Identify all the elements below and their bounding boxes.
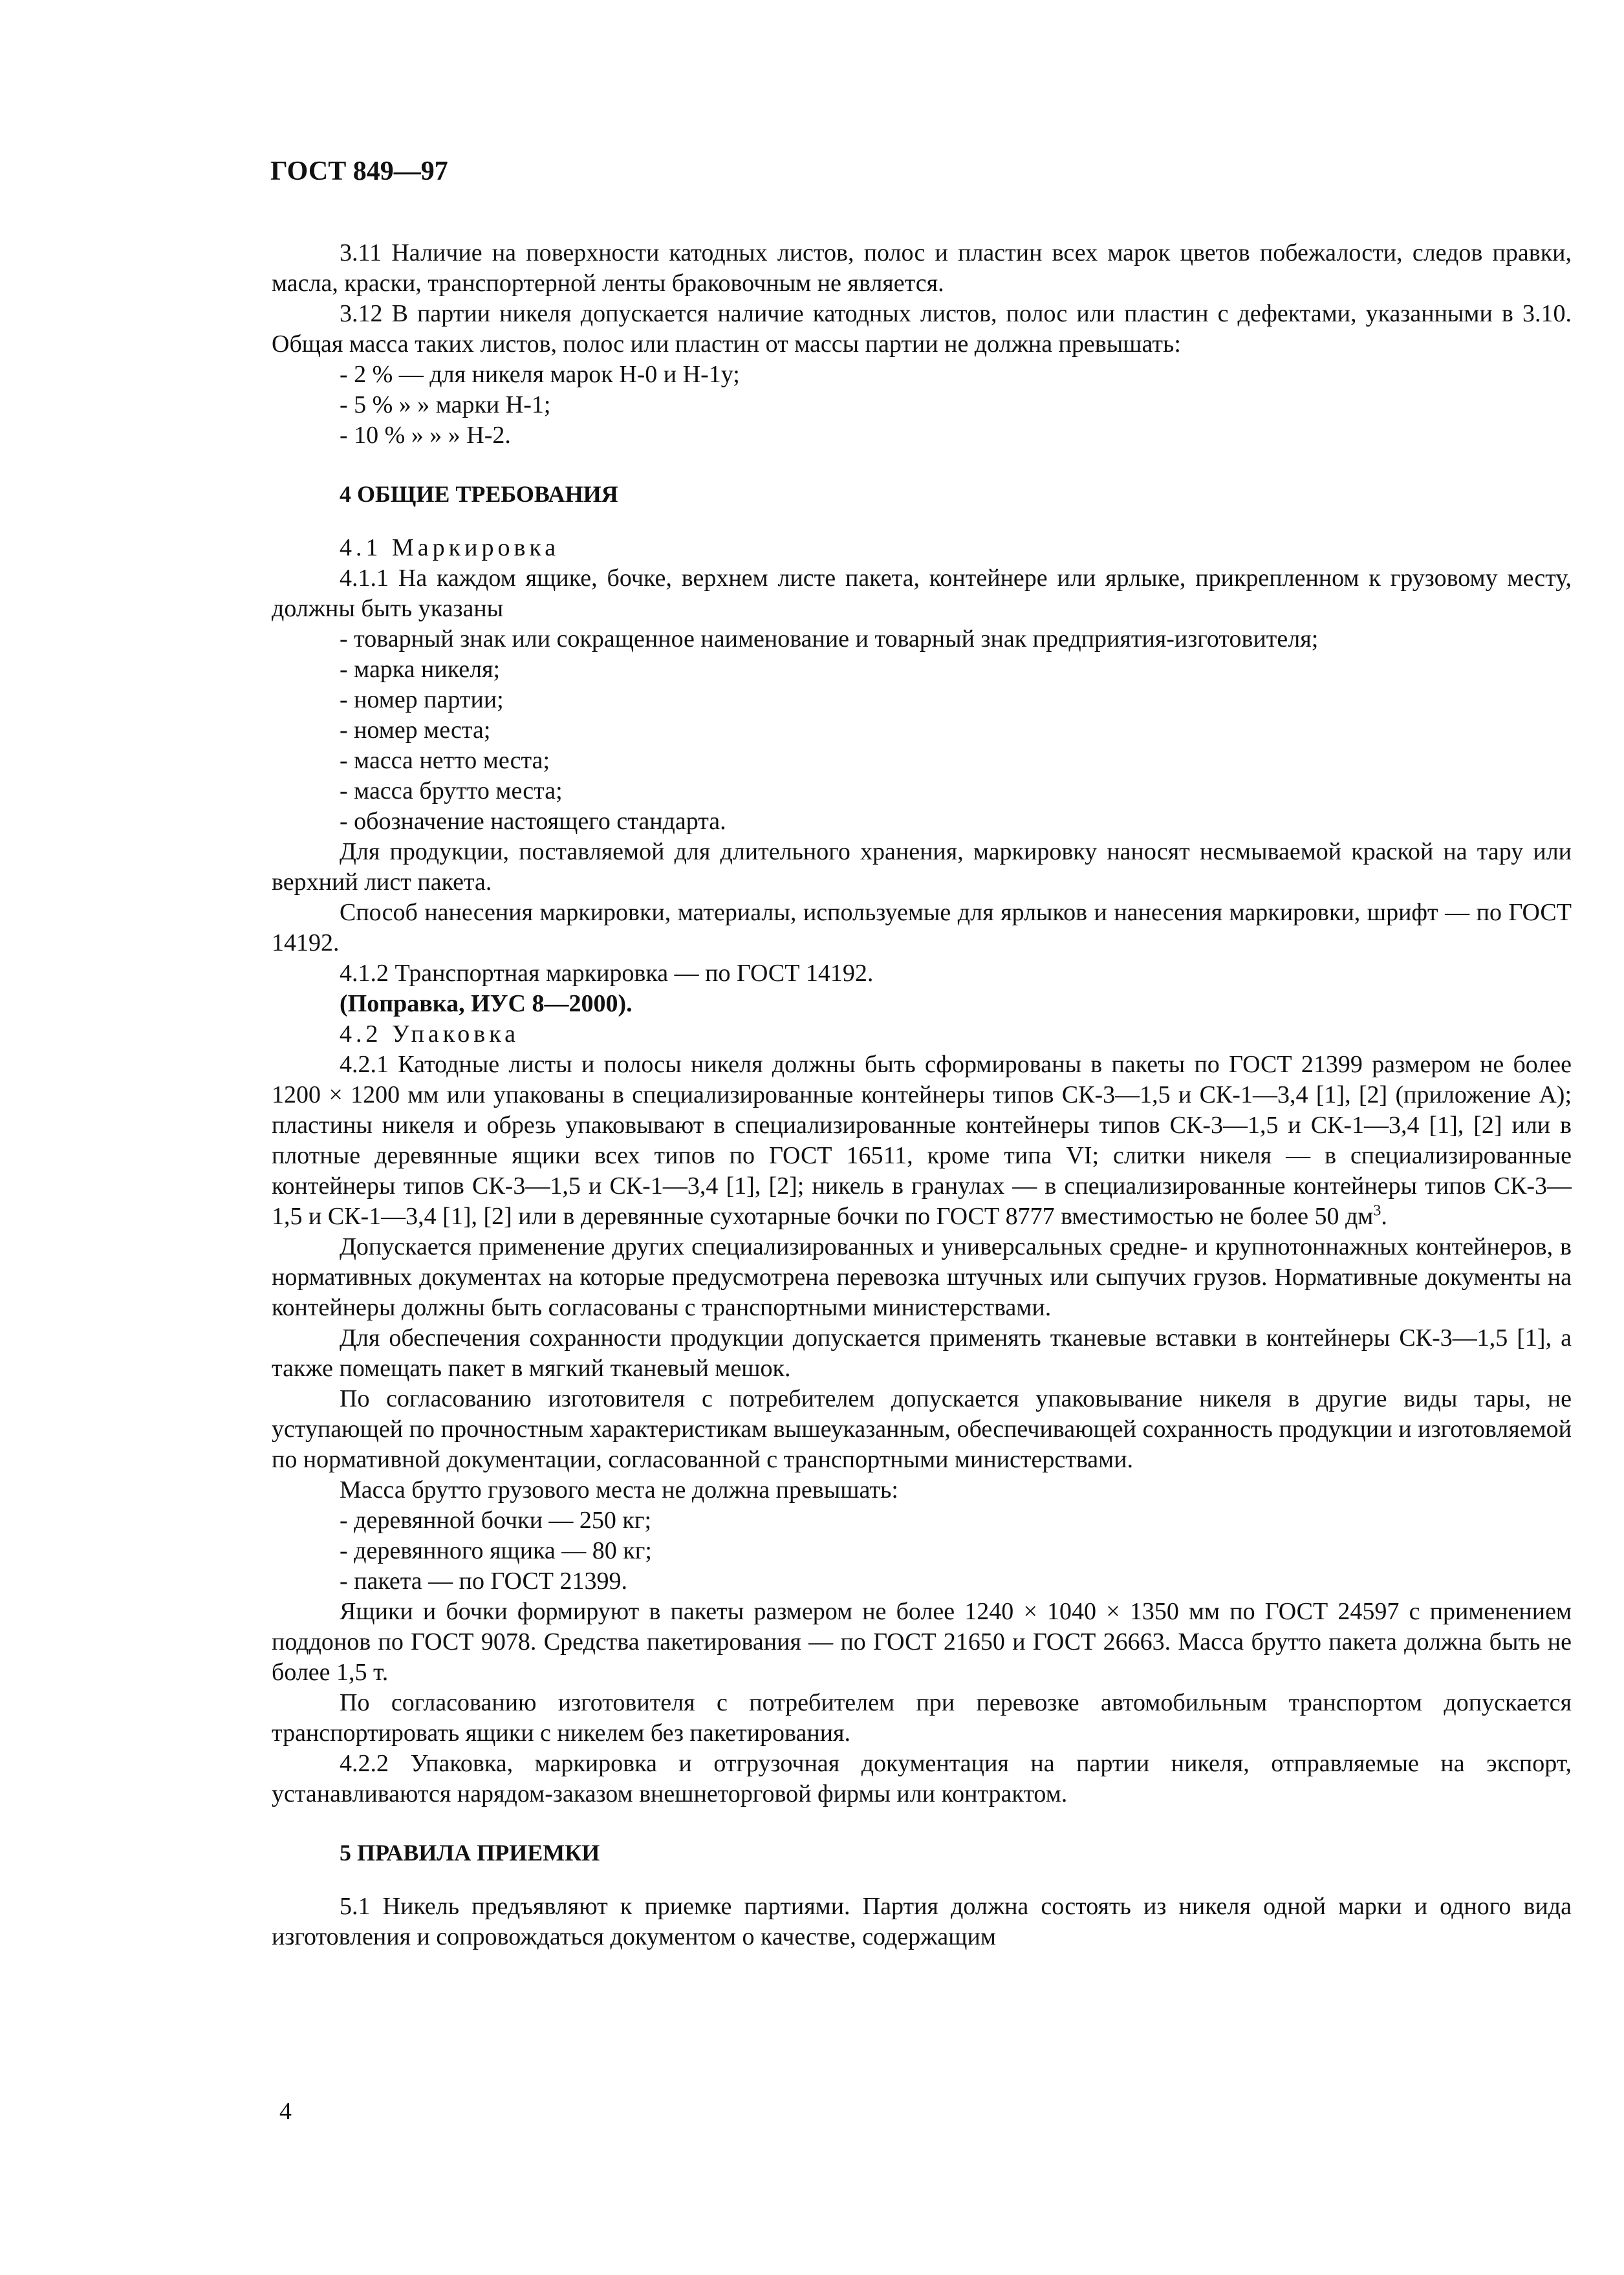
subsection-4-2-title: 4.2 Упаковка — [340, 1020, 519, 1048]
list-item: - 10 % » » » Н-2. — [340, 422, 511, 449]
list-item: - марка никеля; — [340, 656, 501, 683]
document-header: ГОСТ 849—97 — [270, 156, 448, 186]
paragraph-4-2-1-text: 4.2.1 Катодные листы и полосы никеля должны быть сформированы в пакеты по ГОСТ 21399 размером не более 1200 × 1200 мм или упакованы в специализированные контейнеры типов СК-3—1,5 и СК-1—3,4 [1], [2] (приложение А); пластины никеля и обрезь упаковывают в специализированные контейнеры типов СК-3—1,5 и СК-1—3,4 [1], [2] или в плотные деревянные ящики всех типов по ГОСТ 16511, кроме типа VI; слитки никеля — в специализированные контейнеры типов СК-3—1,5 и СК-1—3,4 [1], [2]; никель в гранулах — в специализированные контейнеры типов СК-3—1,5 и СК-1—3,4 [1], [2] или в деревянные сухотарные бочки по ГОСТ 8777 вместимостью не более 50 дм — [272, 1051, 1572, 1230]
list-item: - 2 % — для никеля марок Н-0 и Н-1у; — [340, 361, 740, 388]
paragraph: Ящики и бочки формируют в пакеты размером не более 1240 × 1040 × 1350 мм по ГОСТ 24597 с применением поддонов по ГОСТ 9078. Средства пакетирования — по ГОСТ 21650 и ГОСТ 26663. Масса брутто пакета должна быть не более 1,5 т. — [272, 1598, 1572, 1686]
list-item: - деревянной бочки — 250 кг; — [340, 1507, 652, 1534]
paragraph-4-1-2: 4.1.2 Транспортная маркировка — по ГОСТ 14192. — [340, 960, 874, 987]
paragraph-4-2-1 — [272, 1050, 1572, 1232]
paragraph: Для обеспечения сохранности продукции допускается применять тканевые вставки в контейнеры СК-3—1,5 [1], а также помещать пакет в мягкий тканевый мешок. — [272, 1324, 1572, 1382]
paragraph: По согласованию изготовителя с потребителем при перевозке автомобильным транспортом допускается транспортировать ящики с никелем без пакетирования. — [272, 1689, 1572, 1747]
list-item: - 5 % » » марки Н-1; — [340, 391, 551, 418]
paragraph: Масса брутто грузового места не должна превышать: — [340, 1476, 898, 1504]
paragraph-end: . — [1381, 1203, 1387, 1230]
list-item: - масса брутто места; — [340, 777, 563, 804]
superscript: 3 — [1373, 1202, 1381, 1220]
list-item: - номер партии; — [340, 686, 504, 713]
amendment-note: (Поправка, ИУС 8—2000). — [340, 990, 633, 1017]
document-body — [272, 238, 1572, 1952]
section-4-title: 4 ОБЩИЕ ТРЕБОВАНИЯ — [340, 481, 618, 507]
page-number: 4 — [279, 2098, 292, 2125]
subsection-4-1-title: 4.1 Маркировка — [340, 534, 560, 561]
section-5-title: 5 ПРАВИЛА ПРИЕМКИ — [340, 1840, 600, 1866]
list-item: - деревянного ящика — 80 кг; — [340, 1537, 652, 1564]
paragraph-4-2-2: 4.2.2 Упаковка, маркировка и отгрузочная документация на партии никеля, отправляемые на экспорт, устанавливаются нарядом-заказом внешнеторговой фирмы или контрактом. — [272, 1750, 1572, 1807]
paragraph-3-12: 3.12 В партии никеля допускается наличие катодных листов, полос или пластин с дефектами, указанными в 3.10. Общая масса таких листов, полос или пластин от массы партии не должна превышать: — [272, 300, 1572, 358]
paragraph-3-11: 3.11 Наличие на поверхности катодных листов, полос и пластин всех марок цветов побежалости, следов правки, масла, краски, транспортерной ленты браковочным не является. — [272, 239, 1572, 297]
paragraph: Для продукции, поставляемой для длительного хранения, маркировку наносят несмываемой краской на тару или верхний лист пакета. — [272, 838, 1572, 896]
paragraph-4-1-1: 4.1.1 На каждом ящике, бочке, верхнем листе пакета, контейнере или ярлыке, прикрепленном к грузовому месту, должны быть указаны — [272, 565, 1572, 622]
list-item: - масса нетто места; — [340, 747, 550, 774]
list-item: - номер места; — [340, 717, 491, 744]
list-item: - обозначение настоящего стандарта. — [340, 808, 726, 835]
paragraph-5-1: 5.1 Никель предъявляют к приемке партиями. Партия должна состоять из никеля одной марки и одного вида изготовления и сопровождаться документом о качестве, содержащим — [272, 1893, 1572, 1950]
list-item: - пакета — по ГОСТ 21399. — [340, 1568, 627, 1595]
paragraph: Способ нанесения маркировки, материалы, используемые для ярлыков и нанесения маркировки, шрифт — по ГОСТ 14192. — [272, 899, 1572, 956]
paragraph: По согласованию изготовителя с потребителем допускается упаковывание никеля в другие виды тары, не уступающей по прочностным характеристикам вышеуказанным, обеспечивающей сохранность продукции и изготовляемой по нормативной документации, согласованной с транспортными министерствами. — [272, 1385, 1572, 1473]
list-item: - товарный знак или сокращенное наименование и товарный знак предприятия-изготовителя; — [340, 625, 1319, 652]
paragraph: Допускается применение других специализированных и универсальных средне- и крупнотоннажных контейнеров, в нормативных документах на которые предусмотрена перевозка штучных или сыпучих грузов. Нормативные документы на контейнеры должны быть согласованы с транспортными министерствами. — [272, 1233, 1572, 1321]
